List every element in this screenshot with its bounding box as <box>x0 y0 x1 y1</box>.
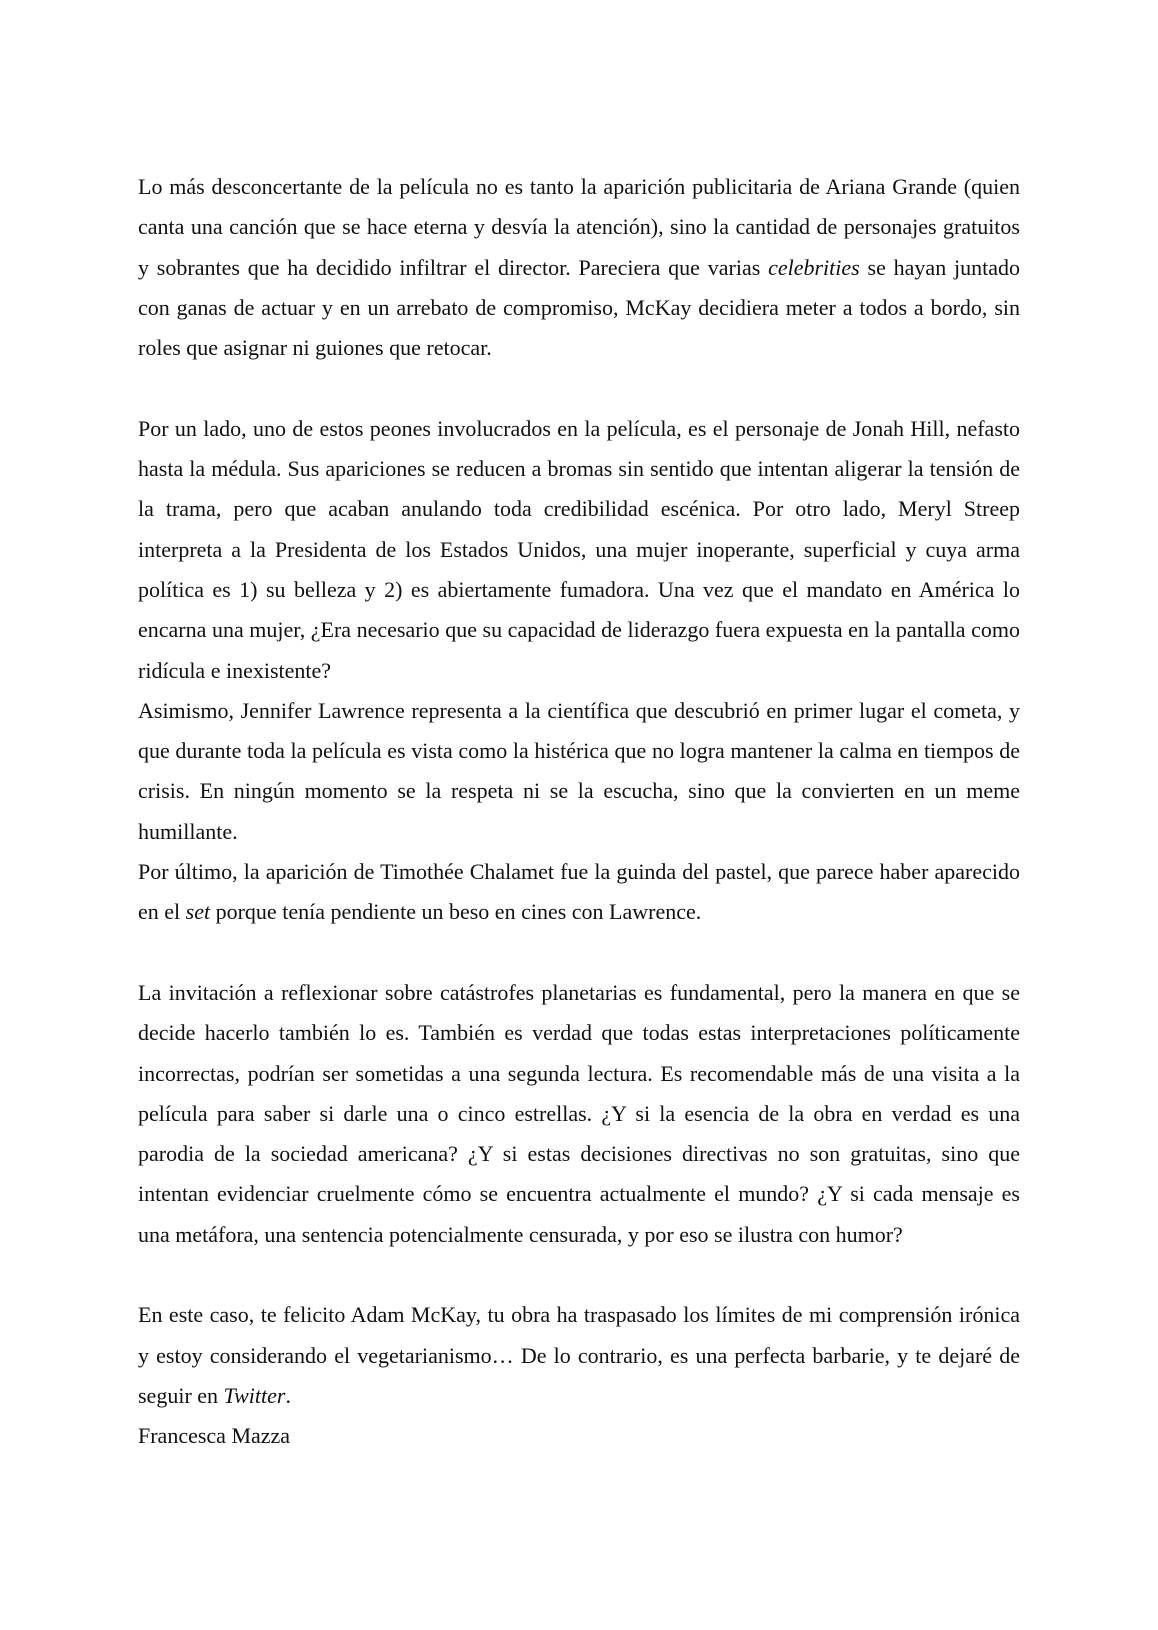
paragraph-timothee-text-b: porque tenía pendiente un beso en cines con Lawrence. <box>210 899 702 925</box>
paragraph-spacer <box>138 933 1020 973</box>
paragraph-timothee <box>138 852 1020 933</box>
paragraph-intro-text-a: Lo más desconcertante de la película no es tanto la aparición publicitaria de Ariana Grande (quien canta una canción que se hace eterna y desvía la atención), sino la cantidad de personajes gratuitos y sobrantes que ha decidido infiltrar el director. Pareciera que varias <box>138 174 1020 280</box>
paragraph-jennifer: Asimismo, Jennifer Lawrence representa a la científica que descubrió en primer lugar el cometa, y que durante toda la película es vista como la histérica que no logra mantener la calma en tiempos de crisis. En ningún momento se la respeta ni se la escucha, sino que la convierten en un meme humillante. <box>138 697 1020 844</box>
paragraph-conclusion-text-b: . <box>285 1382 291 1408</box>
paragraph-intro <box>138 167 1020 368</box>
author-signature: Francesca Mazza <box>138 1423 291 1449</box>
paragraph-intro-text-b: se hayan juntado con ganas de actuar y en un arrebato de compromiso, McKay decidiera meter a todos a bordo, sin roles que asignar ni guiones que retocar. <box>138 254 1020 361</box>
paragraph-timothee-emphasis: set <box>185 899 211 925</box>
paragraph-conclusion-emphasis: Twitter <box>223 1382 286 1408</box>
paragraph-intro-emphasis: celebrities <box>768 254 860 280</box>
paragraph-timothee-text-a: Por último, la aparición de Timothée Chalamet fue la guinda del pastel, que parece haber aparecido en el <box>138 859 1020 925</box>
paragraph-jonah-meryl: Por un lado, uno de estos peones involucrados en la película, es el personaje de Jonah Hill, nefasto hasta la médula. Sus apariciones se reducen a bromas sin sentido que intentan aligerar la tensión de la trama, pero que acaban anulando toda credibilidad escénica. Por otro lado, Meryl Streep interpreta a la Presidenta de los Estados Unidos, una mujer inoperante, superficial y cuya arma política es 1) su belleza y 2) es abiertamente fumadora. Una vez que el mandato en América lo encarna una mujer, ¿Era necesario que su capacidad de liderazgo fuera expuesta en la pantalla como ridícula e inexistente? <box>138 415 1020 683</box>
paragraph-spacer <box>138 368 1020 408</box>
document-page <box>138 167 1020 1457</box>
paragraph-spacer <box>138 1255 1020 1295</box>
paragraph-conclusion-text-a: En este caso, te felicito Adam McKay, tu obra ha traspasado los límites de mi comprensión irónica y estoy considerando el vegetarianismo… De lo contrario, es una perfecta barbarie, y te dejaré de seguir en <box>138 1302 1020 1408</box>
paragraph-reflection: La invitación a reflexionar sobre catástrofes planetarias es fundamental, pero la manera en que se decide hacerlo también lo es. También es verdad que todas estas interpretaciones políticamente incorrectas, podrían ser sometidas a una segunda lectura. Es recomendable más de una visita a la película para saber si darle una o cinco estrellas. ¿Y si la esencia de la obra en verdad es una parodia de la sociedad americana? ¿Y si estas decisiones directivas no son gratuitas, sino que intentan evidenciar cruelmente cómo se encuentra actualmente el mundo? ¿Y si cada mensaje es una metáfora, una sentencia potencialmente censurada, y por eso se ilustra con humor? <box>138 979 1020 1247</box>
paragraph-conclusion <box>138 1295 1020 1416</box>
